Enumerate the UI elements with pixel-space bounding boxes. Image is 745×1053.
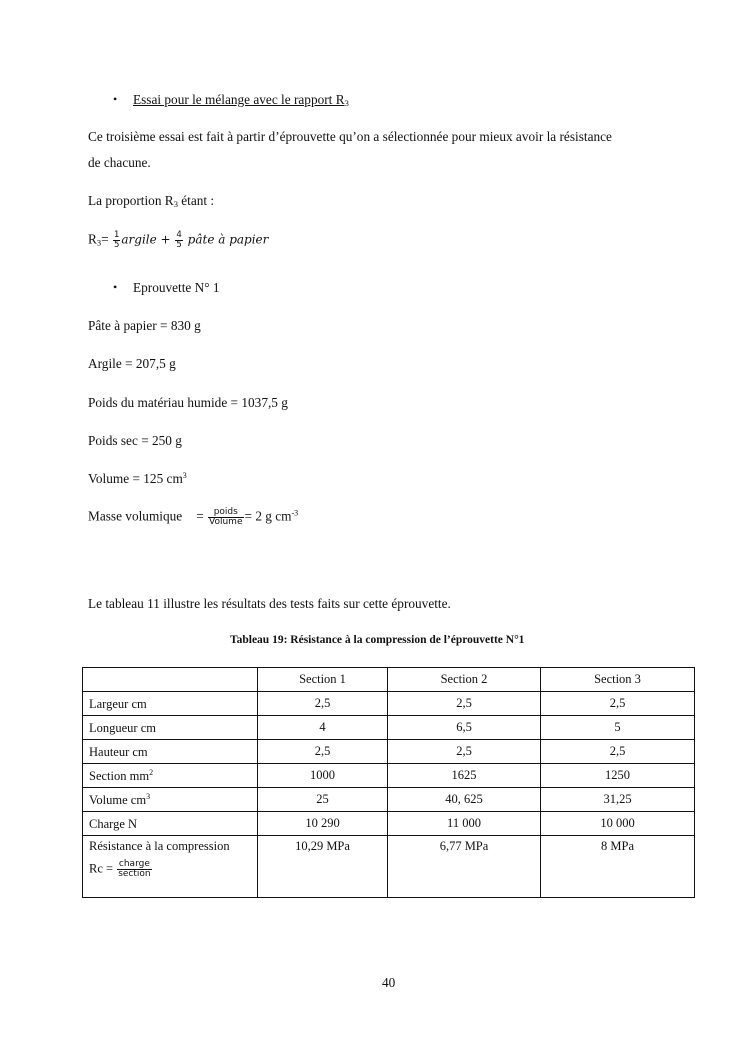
proportion-label: La proportion $R_3$ étant :: [88, 193, 215, 209]
wet-weight: Poids du matériau humide = 1037,5 g: [88, 395, 288, 410]
formula-term-paper-pulp: pâte à papier: [183, 232, 269, 247]
section-heading-text: Essai pour le mélange avec le rapport $R_3$: [133, 92, 349, 108]
table-cell: 2,5: [388, 692, 541, 716]
table-cell: 10 000: [541, 812, 695, 836]
table-header-cell: Section 1: [258, 668, 388, 692]
row-label: Longueur cm: [83, 716, 258, 740]
table-header-empty: [83, 668, 258, 692]
specimen-heading: • Eprouvette N° 1: [133, 280, 220, 296]
density-line: Masse volumique = $\frac{\text{poids}}{\text{Volume}}$ = 2 g $cm^{-3}$: [88, 507, 299, 527]
table-cell: 1000: [258, 764, 388, 788]
table-row: [83, 716, 695, 740]
row-label-resistance: [83, 836, 258, 898]
table-cell: 2,5: [258, 740, 388, 764]
table-cell: 1625: [388, 764, 541, 788]
rc-fraction: $\frac{\text{charge}}{\text{section}}$: [118, 859, 151, 879]
clay-mass: Argile = 207,5 g: [88, 356, 176, 371]
table-header-cell: Section 3: [541, 668, 695, 692]
density-fraction: $\frac{\text{poids}}{\text{Volume}}$: [209, 507, 243, 527]
table-cell: 4: [258, 716, 388, 740]
paper-pulp-mass: Pâte à papier = 830 g: [88, 318, 201, 333]
formula-term-clay: argile +: [121, 232, 175, 247]
table-cell: 6,5: [388, 716, 541, 740]
table-cell: 8 MPa: [541, 836, 695, 898]
mix-formula: $R_3=$ $\frac{1}{5}$ argile + $\frac{4}{5}$ pâte à papier: [88, 230, 269, 250]
table-caption: Tableau 19: Résistance à la compression de l’éprouvette N°1: [230, 634, 525, 646]
page-number: 40: [382, 975, 396, 990]
section-heading: [133, 92, 349, 108]
table-cell: 25: [258, 788, 388, 812]
row-label: Hauteur cm: [83, 740, 258, 764]
fraction-one-fifth: $\frac{1}{5}$: [113, 230, 120, 250]
intro-paragraph-line1: Ce troisième essai est fait à partir d’éprouvette qu’on a sélectionnée pour mieux avoir la résistance: [88, 129, 612, 144]
table-row: [83, 692, 695, 716]
table-cell: 5: [541, 716, 695, 740]
table-cell: 2,5: [541, 740, 695, 764]
rc-formula: Rc = $\frac{\text{charge}}{\text{section}}$: [89, 859, 151, 879]
row-label: Charge N: [83, 812, 258, 836]
table-cell: 2,5: [541, 692, 695, 716]
table-row: [83, 788, 695, 812]
compression-table: [82, 667, 695, 898]
resistance-label: Résistance à la compression: [89, 839, 230, 853]
row-label: Section $mm^2$: [83, 764, 258, 788]
table-cell: 6,77 MPa: [388, 836, 541, 898]
table-row: [83, 764, 695, 788]
table-header-row: [83, 668, 695, 692]
dry-weight: Poids sec = 250 g: [88, 433, 182, 448]
table-header-cell: Section 2: [388, 668, 541, 692]
table-cell: 11 000: [388, 812, 541, 836]
table-cell: 40, 625: [388, 788, 541, 812]
table-cell: 10 290: [258, 812, 388, 836]
volume-value: Volume = 125 $cm^3$: [88, 471, 187, 486]
table-row: [83, 812, 695, 836]
table-cell: 10,29 MPa: [258, 836, 388, 898]
fraction-four-fifths: $\frac{4}{5}$: [176, 230, 182, 250]
table-cell: 31,25: [541, 788, 695, 812]
table-intro: Le tableau 11 illustre les résultats des tests faits sur cette éprouvette.: [88, 596, 451, 611]
intro-paragraph-line2: de chacune.: [88, 155, 151, 170]
table-cell: 1250: [541, 764, 695, 788]
row-label: Volume $cm^3$: [83, 788, 258, 812]
table-row-resistance: [83, 836, 695, 898]
row-label: Largeur cm: [83, 692, 258, 716]
table-cell: 2,5: [258, 692, 388, 716]
table-row: [83, 740, 695, 764]
table-cell: 2,5: [388, 740, 541, 764]
